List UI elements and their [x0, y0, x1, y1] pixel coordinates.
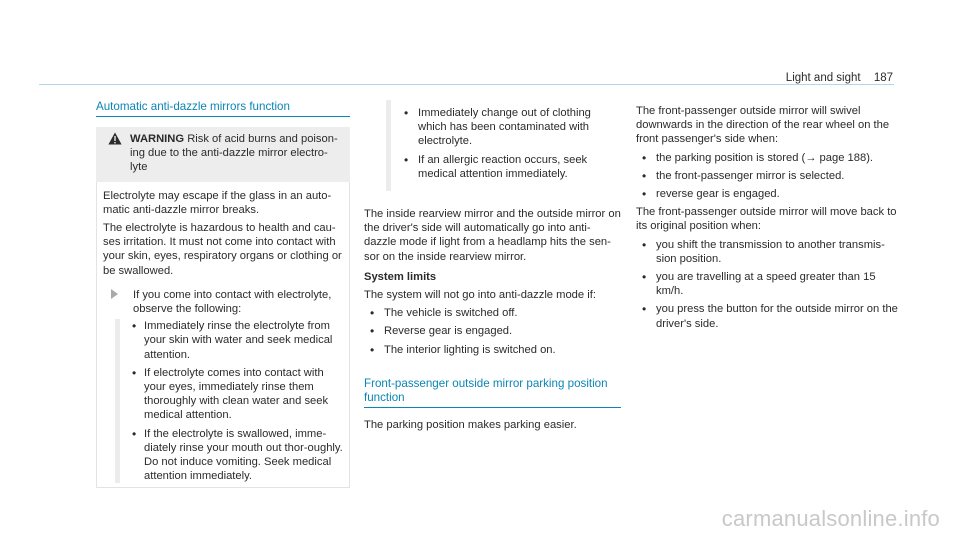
column-2: [364, 100, 621, 436]
system-limits-heading: System limits: [364, 270, 437, 283]
list-item: • If electrolyte comes into contact with your eyes, immediately rinse them thoroughly with clean water and seek medical attention.: [132, 366, 343, 423]
list-item: • Reverse gear is engaged.: [370, 324, 621, 338]
section-title-anti-dazzle: Automatic anti-dazzle mirrors function: [96, 100, 350, 117]
warning-label: WARNING: [130, 133, 185, 145]
list-item: • Immediately change out of clothing which has been contaminated with electrolyte.: [404, 106, 614, 149]
list-item: • If the electrolyte is swallowed, imme-diately rinse your mouth out thor-oughly. Do not induce vomiting. Seek medical attention immediately.: [132, 427, 343, 484]
warning-box: [96, 127, 350, 182]
header-rule: [39, 84, 894, 85]
warning-paragraph: The electrolyte is hazardous to health and cau-ses irritation. It must not come into contact with your skin, eyes, respiratory organs or clothing or be swallowed.: [103, 222, 342, 277]
list-item: • you are travelling at a speed greater than 15 km/h.: [642, 270, 898, 298]
section-title-parking-position: Front-passenger outside mirror parking position function: [364, 377, 621, 408]
list-item: • the parking position is stored (→ page 188).: [642, 151, 898, 165]
warning-text: Risk of acid burns and poison-ing due to the anti-dazzle mirror electro-lyte: [130, 133, 338, 174]
list-item: • you shift the transmission to another transmis-sion position.: [642, 238, 898, 266]
warning-body: [96, 182, 350, 489]
action-list-block: [115, 319, 343, 483]
list-item: • the front-passenger mirror is selected.: [642, 169, 898, 183]
action-text: If you come into contact with electrolyte, observe the following:: [133, 288, 332, 316]
limits-intro: The system will not go into anti-dazzle mode if:: [364, 289, 596, 302]
list-item: • If an allergic reaction occurs, seek medical attention immediately.: [404, 153, 614, 181]
arrow-right-icon: [111, 289, 118, 299]
warning-header: [102, 132, 344, 175]
action-list: [132, 319, 343, 483]
list-item: • you press the button for the outside mirror on the driver's side.: [642, 302, 898, 330]
page-number: 187: [873, 72, 893, 84]
warning-paragraph: Electrolyte may escape if the glass in an auto-matic anti-dazzle mirror breaks.: [103, 189, 332, 216]
list-item: • Immediately rinse the electrolyte from your skin with water and seek medical attention.: [132, 319, 343, 362]
action-step: [103, 288, 343, 316]
limits-list: [370, 306, 621, 357]
parking-paragraph: The parking position makes parking easier.: [364, 418, 577, 431]
watermark: carmanualsonline.info: [721, 505, 940, 531]
column-1: [96, 100, 350, 488]
swivel-list: [642, 151, 898, 202]
back-intro: The front-passenger outside mirror will move back to its original position when:: [636, 206, 897, 233]
list-item: • The interior lighting is switched on.: [370, 343, 621, 357]
list-item: • reverse gear is engaged.: [642, 187, 898, 201]
back-list: [642, 238, 898, 331]
header-section: Light and sight: [785, 72, 861, 84]
warning-triangle-icon: [108, 132, 122, 145]
list-item: • The vehicle is switched off.: [370, 306, 621, 320]
warning-continuation: [386, 100, 620, 191]
swivel-intro: The front-passenger outside mirror will swivel downwards in the direction of the rear wheel on the front passenger's side when:: [636, 105, 890, 146]
continuation-list: [404, 106, 614, 181]
column-3: [636, 104, 898, 335]
intro-paragraph: The inside rearview mirror and the outside mirror on the driver's side will automatically go into anti-dazzle mode if light from a headlamp hits the sen-sor on the inside rearview mirror.: [364, 208, 621, 263]
